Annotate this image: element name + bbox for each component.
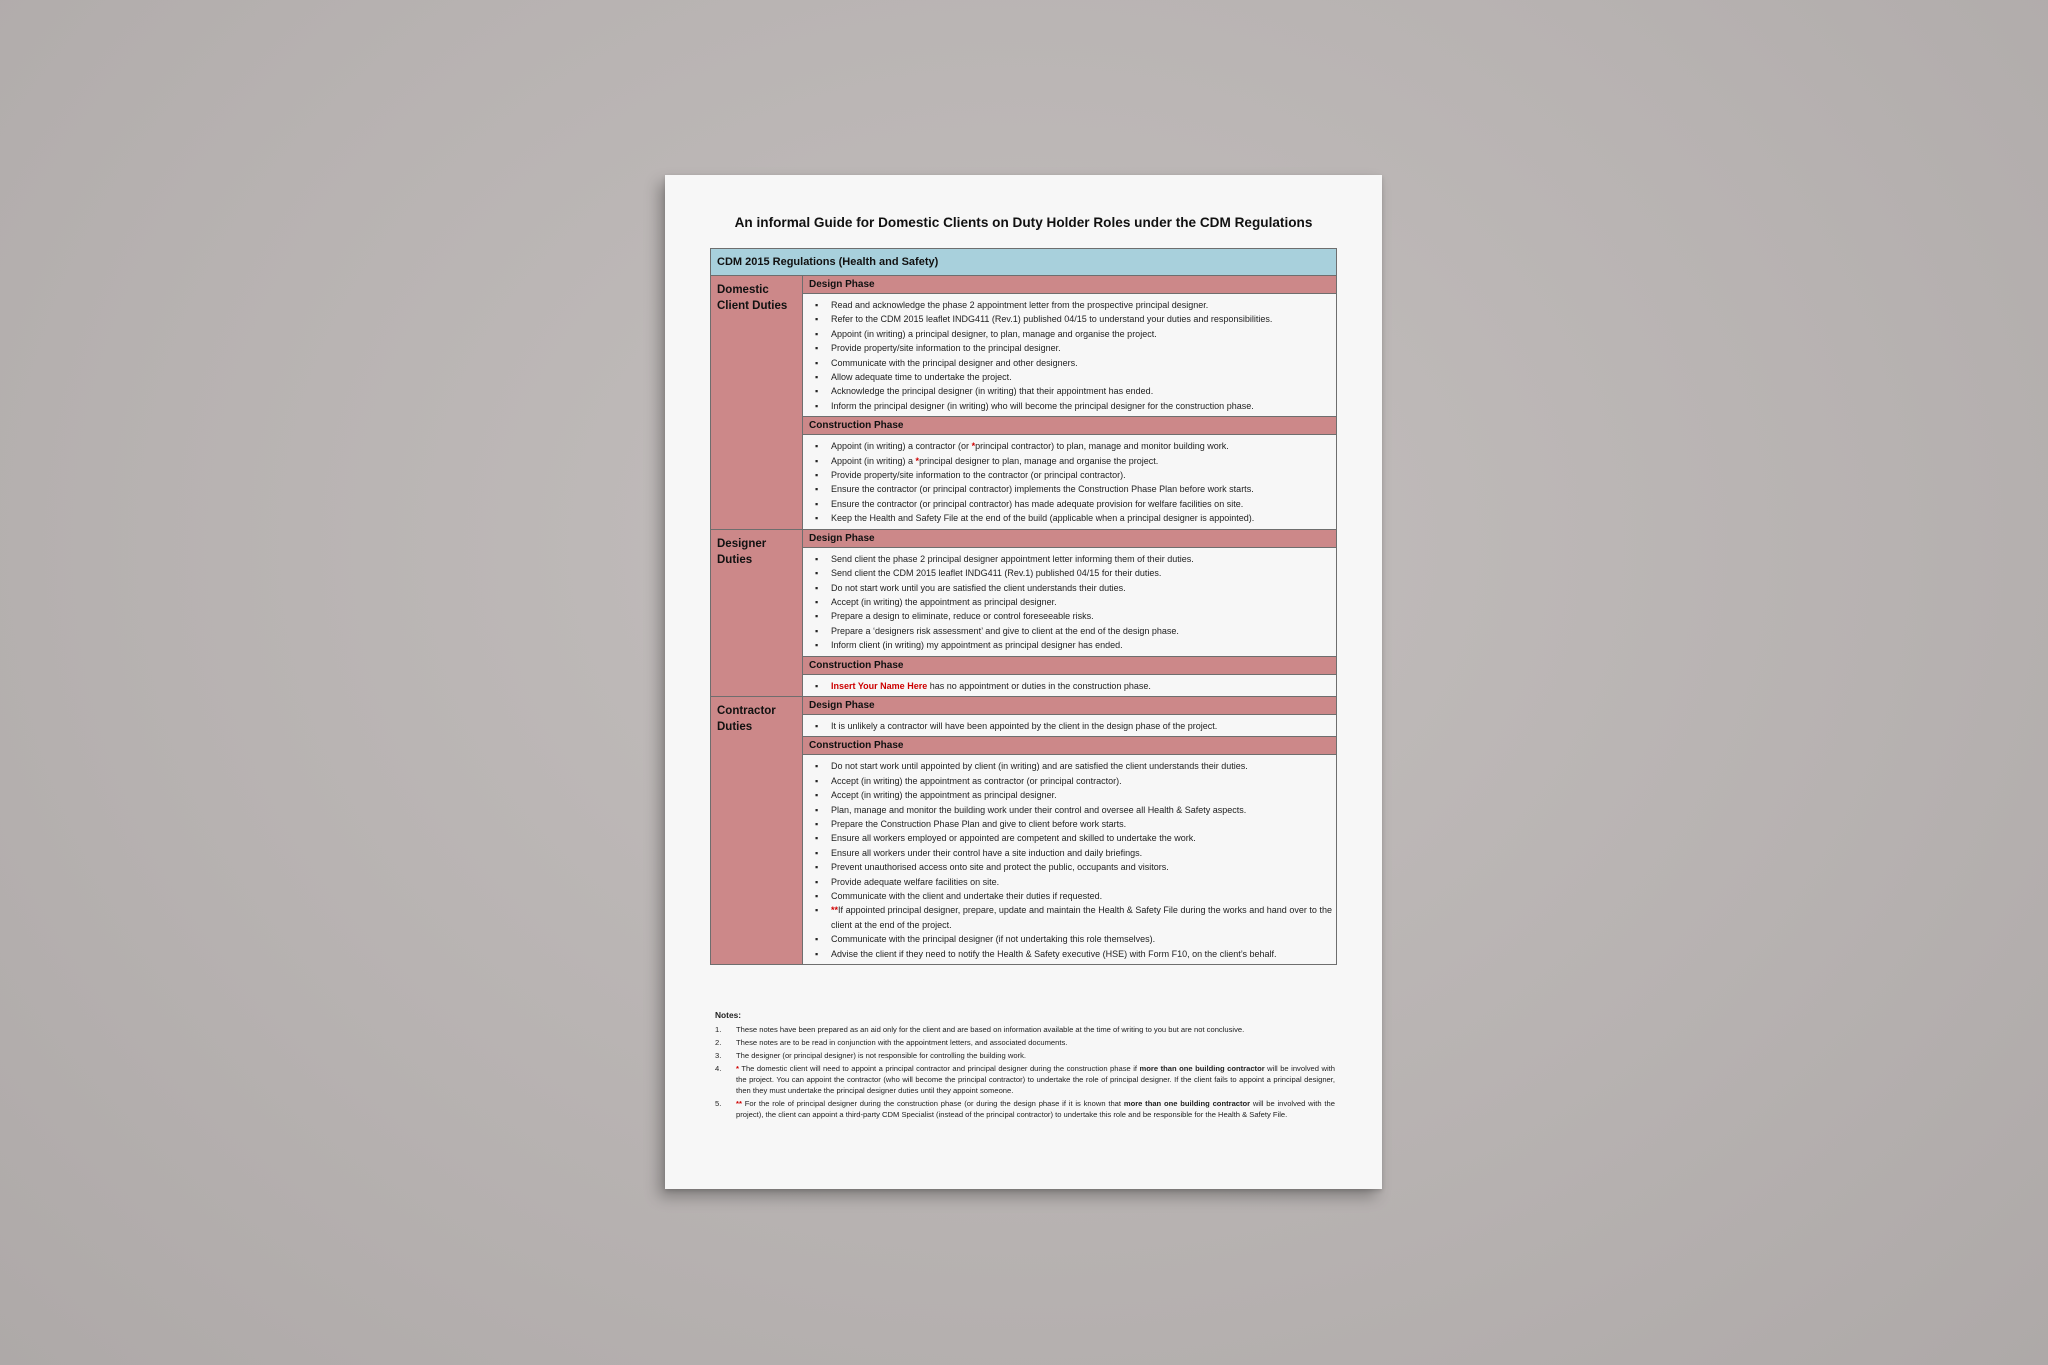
designer-phases [803, 530, 1336, 696]
list-item: ▪ Accept (in writing) the appointment as contractor (or principal contractor). [815, 774, 1332, 788]
contractor-phases [803, 697, 1336, 964]
role-label-designer: Designer Duties [711, 530, 803, 696]
notes-section [715, 1010, 1335, 1122]
list-item: ▪ Prepare a design to eliminate, reduce or control foreseeable risks. [815, 609, 1332, 623]
list-item: ▪ Refer to the CDM 2015 leaflet INDG411 (Rev.1) published 04/15 to understand your duties and responsibilities. [815, 312, 1332, 326]
list-item: ▪ Read and acknowledge the phase 2 appointment letter from the prospective principal designer. [815, 298, 1332, 312]
client-section [711, 276, 1336, 530]
list-item: ▪ Do not start work until you are satisfied the client understands their duties. [815, 581, 1332, 595]
client-phases [803, 276, 1336, 529]
asterisk-mark: * [971, 441, 976, 452]
note-item: 3. The designer (or principal designer) is not responsible for controlling the building work. [715, 1051, 1026, 1060]
list-item: ▪ Inform client (in writing) my appointment as principal designer has ended. [815, 638, 1332, 652]
phase-heading: Design Phase [803, 276, 1336, 294]
list-item: ▪ Provide adequate welfare facilities on site. [815, 875, 1332, 889]
list-item: ▪ Appoint (in writing) a contractor (or *principal contractor) to plan, manage and monitor building work. [815, 439, 1332, 453]
phase-body [803, 548, 1336, 657]
list-item: ▪ Communicate with the principal designer (if not undertaking this role themselves). [815, 932, 1332, 946]
list-item: ▪ Ensure all workers under their control have a site induction and daily briefings. [815, 846, 1332, 860]
duty-list [815, 298, 1332, 413]
list-item: ▪ Appoint (in writing) a *principal designer to plan, manage and organise the project. [815, 454, 1332, 468]
role-label-client: Domestic Client Duties [711, 276, 803, 529]
list-item: ▪ Ensure the contractor (or principal contractor) has made adequate provision for welfare facilities on site. [815, 497, 1332, 511]
phase-body [803, 755, 1336, 964]
duty-list [815, 439, 1332, 525]
list-item: ▪ Acknowledge the principal designer (in writing) that their appointment has ended. [815, 384, 1332, 398]
document-title: An informal Guide for Domestic Clients on Duty Holder Roles under the CDM Regulations [734, 215, 1313, 230]
phase-body [803, 435, 1336, 528]
list-item: ▪ Appoint (in writing) a principal designer, to plan, manage and organise the project. [815, 327, 1332, 341]
list-item: ▪ Allow adequate time to undertake the project. [815, 370, 1332, 384]
list-item: ▪ Communicate with the client and undertake their duties if requested. [815, 889, 1332, 903]
duties-table [710, 248, 1337, 965]
list-item: ▪ Ensure all workers employed or appointed are competent and skilled to undertake the work. [815, 831, 1332, 845]
note-item: 2. These notes are to be read in conjunction with the appointment letters, and associated documents. [715, 1038, 1068, 1047]
duty-list [815, 552, 1332, 653]
asterisk-mark: * [736, 1064, 739, 1073]
phase-body [803, 715, 1336, 737]
note-item: 4. * The domestic client will need to appoint a principal contractor and principal designer during the construction phase if more than one building contractor will be involved with the project. You can appoint the contractor (who will become the principal contractor) to undertake the role of principal designer. If the client fails to appoint a principal designer, then they must undertake the principal designer duties until they appoint someone. [715, 1064, 1335, 1095]
list-item: ▪ Do not start work until appointed by client (in writing) and are satisfied the client understands their duties. [815, 759, 1332, 773]
asterisk-mark: ** [736, 1099, 742, 1108]
contractor-section [711, 697, 1336, 964]
duty-list [815, 759, 1332, 961]
list-item: ▪ Accept (in writing) the appointment as principal designer. [815, 788, 1332, 802]
duty-list [815, 679, 1332, 693]
list-item: ▪ **If appointed principal designer, prepare, update and maintain the Health & Safety File during the works and hand over to the client at the end of the project. [815, 903, 1332, 932]
role-label-contractor: Contractor Duties [711, 697, 803, 964]
duty-list [815, 719, 1332, 733]
list-item: ▪ It is unlikely a contractor will have been appointed by the client in the design phase of the project. [815, 719, 1332, 733]
designer-section [711, 530, 1336, 697]
list-item: ▪ Send client the phase 2 principal designer appointment letter informing them of their duties. [815, 552, 1332, 566]
notes-title: Notes: [715, 1010, 742, 1020]
asterisk-mark: * [915, 455, 920, 466]
list-item: ▪ Accept (in writing) the appointment as principal designer. [815, 595, 1332, 609]
list-item: ▪ Prepare a ‘designers risk assessment’ and give to client at the end of the design phase. [815, 624, 1332, 638]
phase-heading: Design Phase [803, 530, 1336, 548]
list-item: ▪ Plan, manage and monitor the building work under their control and oversee all Health & Safety aspects. [815, 803, 1332, 817]
list-item: ▪ Prevent unauthorised access onto site and protect the public, occupants and visitors. [815, 860, 1332, 874]
phase-body [803, 294, 1336, 417]
document-page [665, 175, 1382, 1189]
phase-body [803, 675, 1336, 696]
list-item: ▪ Advise the client if they need to notify the Health & Safety executive (HSE) with Form F10, on the client’s behalf. [815, 947, 1332, 961]
list-item: ▪ Inform the principal designer (in writing) who will become the principal designer for the construction phase. [815, 399, 1332, 413]
list-item: ▪ Ensure the contractor (or principal contractor) implements the Construction Phase Plan before work starts. [815, 482, 1332, 496]
list-item: ▪ Communicate with the principal designer and other designers. [815, 356, 1332, 370]
name-placeholder: Insert Your Name Here [831, 680, 928, 691]
phase-heading: Construction Phase [803, 657, 1336, 675]
note-item: 5. ** For the role of principal designer during the construction phase (or during the design phase if it is known that more than one building contractor will be involved with the project), the client can appoint a third-party CDM Specialist (instead of the principal contractor) to undertake this role and be responsible for the Health & Safety File. [715, 1099, 1335, 1119]
list-item: ▪ Keep the Health and Safety File at the end of the build (applicable when a principal designer is appointed). [815, 511, 1332, 525]
table-heading: CDM 2015 Regulations (Health and Safety) [711, 249, 1336, 276]
list-item: ▪ Provide property/site information to the contractor (or principal contractor). [815, 468, 1332, 482]
phase-heading: Construction Phase [803, 737, 1336, 755]
list-item: ▪ Prepare the Construction Phase Plan and give to client before work starts. [815, 817, 1332, 831]
note-item: 1. These notes have been prepared as an aid only for the client and are based on information available at the time of writing to you but are not conclusive. [715, 1025, 1245, 1034]
asterisk-mark: ** [831, 905, 839, 916]
phase-heading: Construction Phase [803, 417, 1336, 435]
list-item: ▪ Send client the CDM 2015 leaflet INDG411 (Rev.1) published 04/15 for their duties. [815, 566, 1332, 580]
list-item: ▪ Provide property/site information to the principal designer. [815, 341, 1332, 355]
list-item: ▪ Insert Your Name Here has no appointment or duties in the construction phase. [815, 679, 1332, 693]
phase-heading: Design Phase [803, 697, 1336, 715]
